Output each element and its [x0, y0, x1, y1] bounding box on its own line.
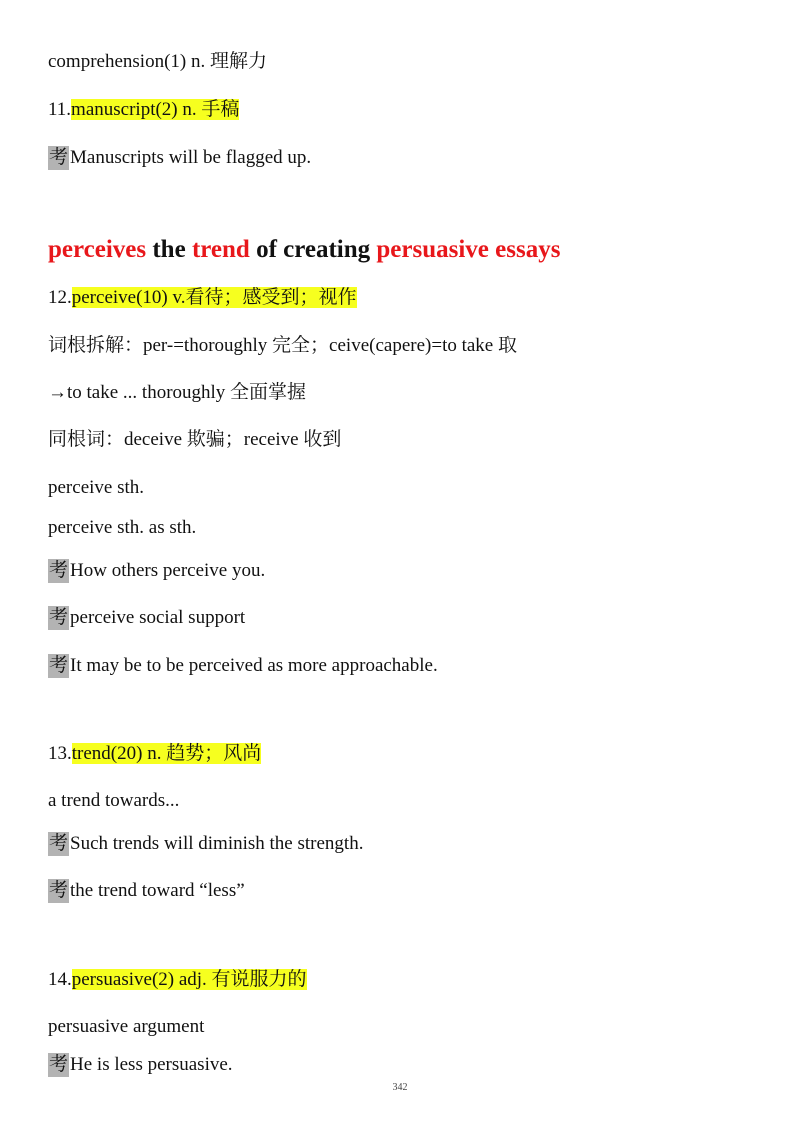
exam-example	[48, 832, 363, 856]
phrase	[48, 516, 196, 540]
entry-11-manuscript	[48, 98, 239, 122]
cognates	[48, 428, 341, 452]
example-text: perceive social support	[70, 607, 246, 628]
exam-example	[48, 879, 245, 903]
entry-12-perceive	[48, 286, 357, 310]
phrase-text: persuasive argument	[48, 1016, 205, 1037]
section-heading	[48, 234, 560, 266]
cognates-text: 同根词：deceive 欺骗；receive 收到	[48, 429, 342, 450]
root-breakdown	[48, 334, 517, 358]
exam-example	[48, 146, 311, 170]
example-text: How others perceive you.	[70, 560, 266, 581]
example-text: It may be to be perceived as more approachable.	[70, 655, 438, 676]
exam-example	[48, 606, 245, 630]
kao-badge: 考	[49, 880, 69, 901]
kao-badge: 考	[49, 833, 69, 854]
entry-text: comprehension(1) n. 理解力	[48, 51, 267, 72]
example-text: the trend toward “less”	[70, 880, 245, 901]
phrase	[48, 476, 144, 500]
page-number: 342	[392, 1082, 408, 1093]
phrase-text: a trend towards...	[48, 790, 180, 811]
phrase	[48, 1015, 204, 1039]
entry-headword: trend(20) n. 趋势；风尚	[71, 743, 262, 764]
entry-number: 13.	[48, 743, 72, 764]
phrase-text: perceive sth.	[48, 477, 145, 498]
entry-number: 11.	[48, 99, 72, 120]
entry-14-persuasive	[48, 968, 307, 992]
exam-example	[48, 1053, 233, 1077]
kao-badge: 考	[49, 655, 69, 676]
heading-keyword: trend	[191, 236, 250, 263]
heading-keyword: persuasive essays	[376, 236, 561, 263]
entry-headword: persuasive(2) adj. 有说服力的	[71, 969, 307, 990]
example-text: Such trends will diminish the strength.	[70, 833, 364, 854]
kao-badge: 考	[49, 1054, 69, 1075]
entry-headword: perceive(10) v.看待；感受到；视作	[71, 287, 357, 308]
exam-example	[48, 654, 438, 678]
root-text: 词根拆解：per-=thoroughly 完全；ceive(capere)=to take 取	[48, 335, 517, 356]
heading-keyword: perceives	[48, 236, 147, 263]
example-text: Manuscripts will be flagged up.	[70, 147, 312, 168]
meaning-text: →to take ... thoroughly 全面掌握	[48, 382, 307, 403]
example-text: He is less persuasive.	[70, 1054, 233, 1075]
entry-number: 14.	[48, 969, 72, 990]
entry-number: 12.	[48, 287, 72, 308]
phrase	[48, 789, 179, 813]
entry-comprehension	[48, 50, 267, 74]
entry-13-trend	[48, 742, 261, 766]
kao-badge: 考	[49, 607, 69, 628]
kao-badge: 考	[49, 147, 69, 168]
root-meaning	[48, 381, 306, 405]
kao-badge: 考	[49, 560, 69, 581]
phrase-text: perceive sth. as sth.	[48, 517, 197, 538]
exam-example	[48, 559, 265, 583]
entry-headword: manuscript(2) n. 手稿	[71, 99, 240, 120]
heading-text: the	[146, 236, 192, 263]
heading-text: of creating	[249, 236, 377, 263]
